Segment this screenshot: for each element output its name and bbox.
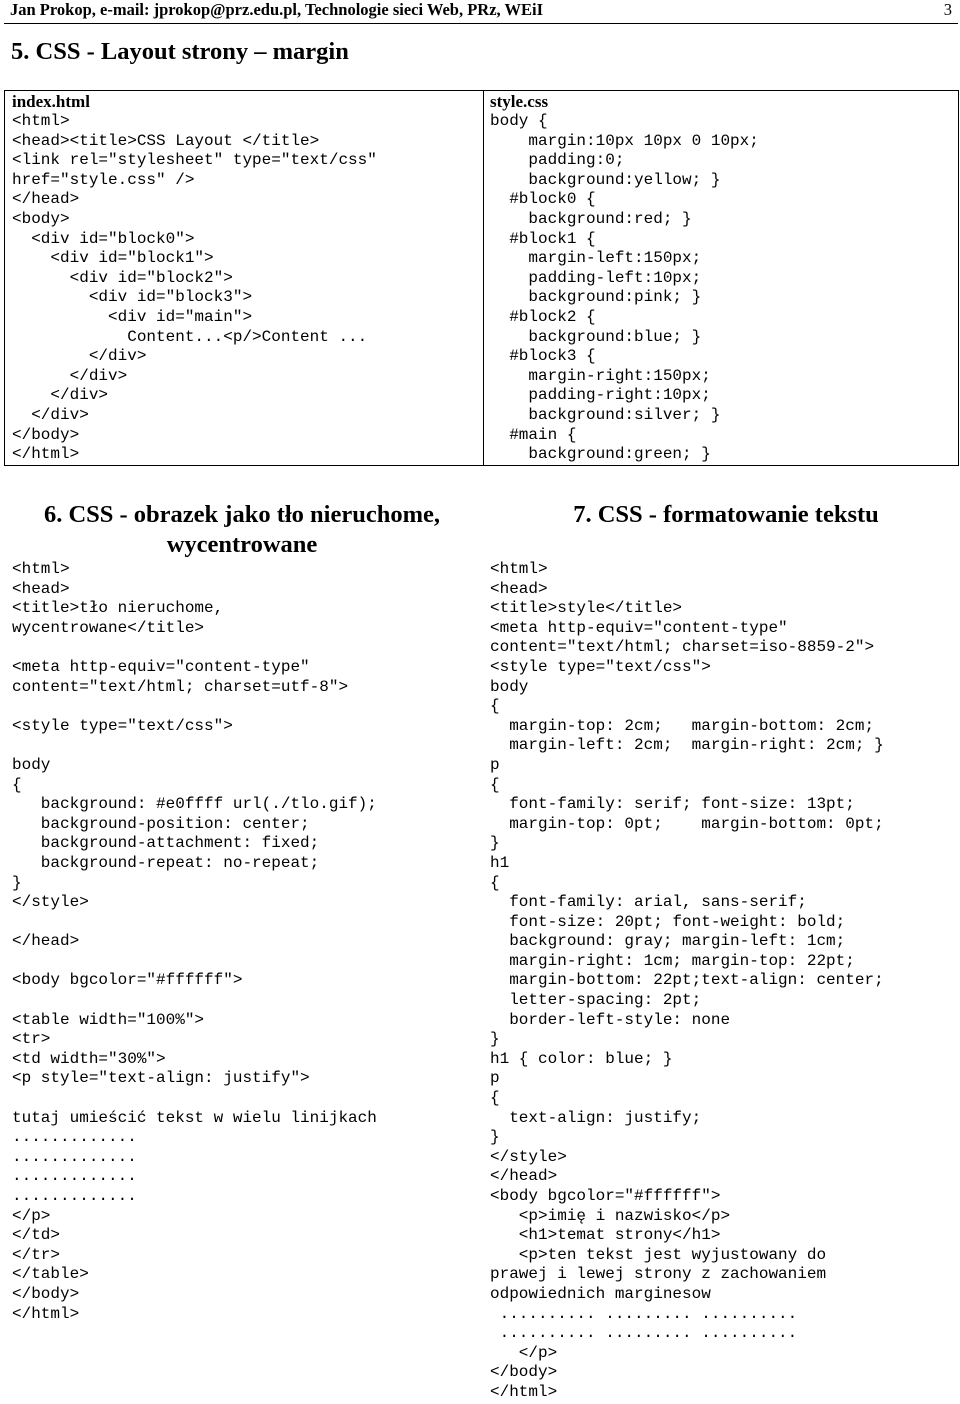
code-line: p [490, 1069, 500, 1088]
index-html-filename: index.html [12, 92, 90, 111]
code-line: </p> [490, 1343, 558, 1362]
section7 [490, 500, 960, 1403]
section5-code-table [4, 90, 959, 466]
code-line: background-repeat: no-repeat; [12, 853, 320, 872]
style-css-code [490, 112, 958, 465]
code-line: </style> [490, 1147, 567, 1166]
code-line: { [490, 697, 500, 716]
section6-code [12, 560, 472, 1324]
code-line [12, 991, 472, 1011]
code-line: <p style="text-align: justify"> [12, 1069, 310, 1088]
code-line: </tr> [12, 1245, 61, 1264]
index-html-cell [5, 91, 484, 466]
code-line: margin-right: 1cm; margin-top: 22pt; [490, 951, 855, 970]
code-line: ............. [12, 1167, 137, 1186]
code-line: tutaj umieścić tekst w wielu linijkach [12, 1108, 377, 1127]
section6 [12, 500, 472, 1324]
code-line: { [490, 873, 500, 892]
code-line: padding:0; [490, 151, 625, 170]
code-line: p [490, 755, 500, 774]
code-line [12, 913, 472, 933]
style-css-cell [484, 91, 959, 466]
code-line: background:red; } [490, 209, 692, 228]
code-line: href="style.css" /> [12, 170, 195, 189]
code-line [12, 736, 472, 756]
code-line [12, 1089, 472, 1109]
code-line: ............. [12, 1187, 137, 1205]
code-line: #block1 { [490, 229, 596, 248]
section6-title-line2: wycentrowane [166, 531, 318, 558]
code-line: { [490, 775, 500, 794]
code-line: </head> [12, 932, 80, 951]
code-line: background:pink; } [490, 288, 702, 307]
code-line [12, 697, 472, 717]
code-line: wycentrowane</title> [12, 618, 205, 637]
code-line: </head> [12, 190, 80, 209]
code-line: <div id="block0"> [12, 229, 195, 248]
code-line: margin-left: 2cm; margin-right: 2cm; } [490, 736, 884, 755]
code-line: body { [490, 112, 548, 130]
code-line: <table width="100%"> [12, 1010, 205, 1029]
code-line: } [490, 1030, 500, 1049]
section5-title: 5. CSS - Layout strony – margin [11, 38, 349, 65]
code-line: <p>imię i nazwisko</p> [490, 1206, 731, 1225]
code-line: </p> [12, 1206, 51, 1225]
code-line: background:blue; } [490, 327, 702, 346]
code-line: odpowiednich marginesow [490, 1284, 711, 1303]
code-line: #main { [490, 425, 577, 444]
code-line: </table> [12, 1265, 89, 1284]
code-line: </div> [12, 386, 109, 405]
code-line: margin:10px 10px 0 10px; [490, 131, 759, 150]
code-line: </html> [12, 445, 80, 464]
code-line: </body> [490, 1363, 558, 1382]
code-line: <title>style</title> [490, 599, 683, 618]
code-line: <html> [12, 560, 70, 578]
code-line: text-align: justify; [490, 1108, 702, 1127]
code-line: </body> [12, 1284, 80, 1303]
code-line: Content...<p/>Content ... [12, 327, 368, 346]
code-line: ............. [12, 1147, 137, 1166]
code-line: <style type="text/css"> [490, 657, 711, 676]
code-line: </head> [490, 1167, 558, 1186]
code-line: <body bgcolor="#ffffff"> [490, 1187, 721, 1205]
code-line: <td width="30%"> [12, 1049, 166, 1068]
code-line: </div> [12, 366, 128, 385]
code-line: padding-left:10px; [490, 268, 702, 287]
code-line: #block0 { [490, 190, 596, 209]
section6-title-line1: 6. CSS - obrazek jako tło nieruchome, [43, 501, 441, 528]
code-line: margin-bottom: 22pt;text-align: center; [490, 971, 884, 990]
index-html-code [12, 112, 483, 465]
code-line: background-position: center; [12, 814, 310, 833]
code-line: .......... ......... .......... [490, 1304, 798, 1323]
code-line: <head> [490, 579, 548, 598]
code-line: margin-top: 2cm; margin-bottom: 2cm; [490, 716, 875, 735]
section7-title: 7. CSS - formatowanie tekstu [573, 501, 879, 528]
code-line: <head><title>CSS Layout </title> [12, 131, 320, 150]
code-line: </style> [12, 893, 89, 912]
code-line: } [490, 834, 500, 853]
code-line: { [490, 1089, 500, 1108]
code-line: margin-left:150px; [490, 249, 702, 268]
code-line: <body bgcolor="#ffffff"> [12, 971, 243, 990]
code-line [12, 952, 472, 972]
code-line: <meta http-equiv="content-type" [12, 657, 310, 676]
code-line: font-size: 20pt; font-weight: bold; [490, 912, 846, 931]
code-line: </html> [490, 1382, 558, 1401]
section6-title [12, 500, 472, 560]
code-line: <html> [490, 560, 548, 578]
code-line: <p>ten tekst jest wyjustowany do [490, 1245, 827, 1264]
code-line: </div> [12, 347, 147, 366]
code-line: .......... ......... .......... [490, 1324, 798, 1343]
code-line: </body> [12, 425, 80, 444]
code-line: <tr> [12, 1030, 51, 1049]
code-line: body [490, 677, 529, 696]
code-line: background-attachment: fixed; [12, 834, 320, 853]
code-line: #block2 { [490, 307, 596, 326]
code-line: #block3 { [490, 347, 596, 366]
code-line: background:green; } [490, 445, 711, 464]
page-number: 3 [943, 0, 952, 19]
code-line: { [12, 775, 22, 794]
code-line: background:yellow; } [490, 170, 721, 189]
code-line: content="text/html; charset=iso-8859-2"> [490, 638, 875, 657]
style-css-filename: style.css [490, 92, 549, 111]
code-line: <title>tło nieruchome, [12, 599, 224, 618]
code-line: <div id="main"> [12, 307, 253, 326]
code-line: prawej i lewej strony z zachowaniem [490, 1265, 827, 1284]
code-line: h1 { color: blue; } [490, 1049, 673, 1068]
code-line: </td> [12, 1226, 61, 1245]
section7-code [490, 560, 960, 1403]
code-line: content="text/html; charset=utf-8"> [12, 677, 349, 696]
code-line [12, 638, 472, 658]
code-line: </html> [12, 1304, 80, 1323]
code-line: <h1>temat strony</h1> [490, 1226, 721, 1245]
code-line: h1 [490, 853, 510, 872]
code-line: <html> [12, 112, 70, 130]
code-line: </div> [12, 405, 89, 424]
header-author: Jan Prokop, e-mail: jprokop@prz.edu.pl, Technologie sieci Web, PRz, WEiI [10, 0, 544, 19]
code-line: font-family: arial, sans-serif; [490, 893, 807, 912]
header-divider [4, 23, 958, 24]
code-line: border-left-style: none [490, 1010, 731, 1029]
code-line: <div id="block3"> [12, 288, 253, 307]
code-line: <head> [12, 579, 70, 598]
code-line: <style type="text/css"> [12, 716, 233, 735]
code-line: padding-right:10px; [490, 386, 711, 405]
code-line: font-family: serif; font-size: 13pt; [490, 795, 855, 814]
code-line: margin-right:150px; [490, 366, 711, 385]
code-line: <meta http-equiv="content-type" [490, 618, 788, 637]
code-line: margin-top: 0pt; margin-bottom: 0pt; [490, 814, 884, 833]
code-line: letter-spacing: 2pt; [490, 991, 702, 1010]
code-line: <body> [12, 209, 70, 228]
code-line: ............. [12, 1128, 137, 1147]
code-line: } [12, 873, 22, 892]
code-line: <div id="block1"> [12, 249, 214, 268]
code-line: } [490, 1128, 500, 1147]
code-line: background: gray; margin-left: 1cm; [490, 932, 846, 951]
code-line: background:silver; } [490, 405, 721, 424]
code-line: <link rel="stylesheet" type="text/css" [12, 151, 377, 170]
code-line: <div id="block2"> [12, 268, 233, 287]
code-line: background: #e0ffff url(./tlo.gif); [12, 795, 377, 814]
code-line: body [12, 755, 51, 774]
